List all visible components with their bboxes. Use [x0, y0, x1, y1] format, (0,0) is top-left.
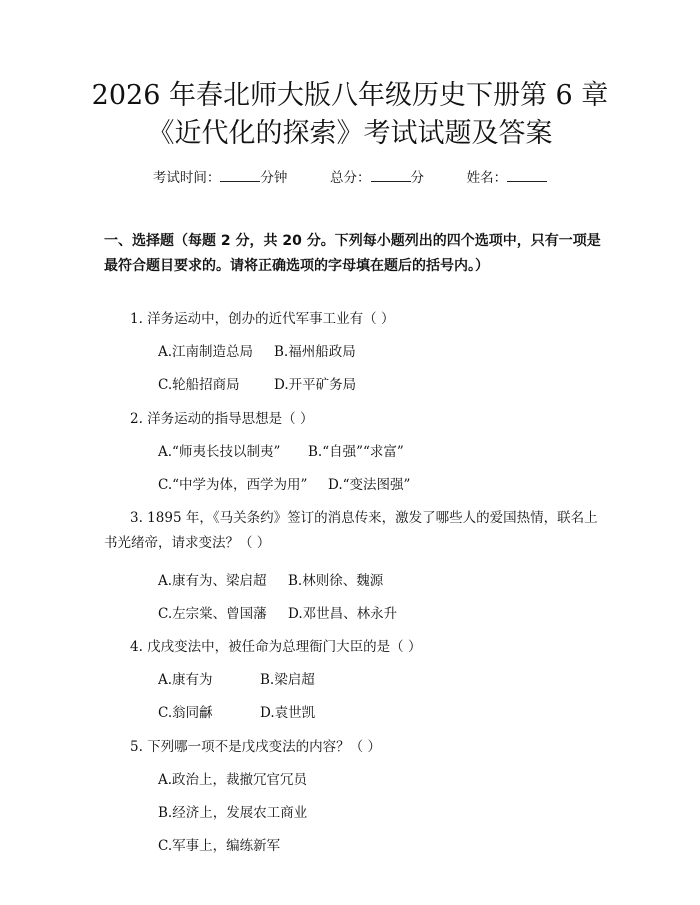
question-stem: 5. 下列哪一项不是戊戌变法的内容？（ ）: [130, 739, 381, 755]
option: C.“中学为体，西学为用”: [158, 477, 308, 493]
score-blank: [371, 169, 411, 182]
option: B.福州船政局: [274, 344, 356, 360]
question-stem: 1. 洋务运动中，创办的近代军事工业有（ ）: [130, 311, 395, 327]
name-blank: [507, 169, 547, 182]
score-unit: 分: [410, 170, 424, 186]
option: D.“变法图强”: [328, 477, 411, 493]
section-heading: 一、选择题（每题 2 分，共 20 分。下列每小题列出的四个选项中，只有一项是最符合题目要求的。请将正确选项的字母填在题后的括号内。）: [104, 233, 601, 274]
option: B.林则徐、魏源: [288, 573, 384, 589]
question-stem: 2. 洋务运动的指导思想是（ ）: [130, 411, 314, 427]
option-row: [158, 342, 356, 362]
option: A.康有为、梁启超: [158, 573, 267, 589]
score-label: 总分：: [330, 170, 371, 186]
time-blank: [220, 169, 260, 182]
option: D.邓世昌、林永升: [288, 606, 398, 622]
name-label: 姓名：: [466, 170, 508, 186]
option-row: [158, 475, 411, 495]
option: C.左宗棠、曾国藩: [158, 606, 267, 622]
option: B.经济上，发展农工商业: [158, 805, 308, 821]
option: D.开平矿务局: [274, 377, 357, 393]
option: A.政治上，裁撤冗官冗员: [158, 772, 308, 788]
option-row: [158, 670, 315, 690]
option-row: [158, 703, 316, 723]
document-title-line2: 《近代化的探索》考试试题及答案: [147, 118, 553, 149]
option: B.梁启超: [260, 672, 315, 688]
document-title-line1: 2026 年春北师大版八年级历史下册第 6 章: [91, 80, 609, 111]
question-stem: 3. 1895 年，《马关条约》签订的消息传来，激发了哪些人的爱国热情，联名上书光绪帝，请求变法？（ ）: [104, 510, 598, 551]
option: D.袁世凯: [260, 705, 316, 721]
time-unit: 分钟: [260, 170, 288, 186]
option: C.军事上，编练新军: [158, 838, 281, 854]
option-row: [158, 375, 357, 395]
exam-meta-line: [0, 169, 700, 187]
option-row: [158, 604, 398, 624]
option-row: [158, 442, 404, 462]
option: A.“师夷长技以制夷”: [158, 444, 281, 460]
option: A.江南制造总局: [158, 344, 254, 360]
option: A.康有为: [158, 672, 213, 688]
option: C.翁同龢: [158, 705, 213, 721]
time-label: 考试时间：: [152, 170, 221, 186]
option: B.“自强”“求富”: [308, 444, 404, 460]
option: C.轮船招商局: [158, 377, 240, 393]
question-stem: 4. 戊戌变法中，被任命为总理衙门大臣的是（ ）: [130, 639, 422, 655]
option-row: [158, 571, 384, 591]
